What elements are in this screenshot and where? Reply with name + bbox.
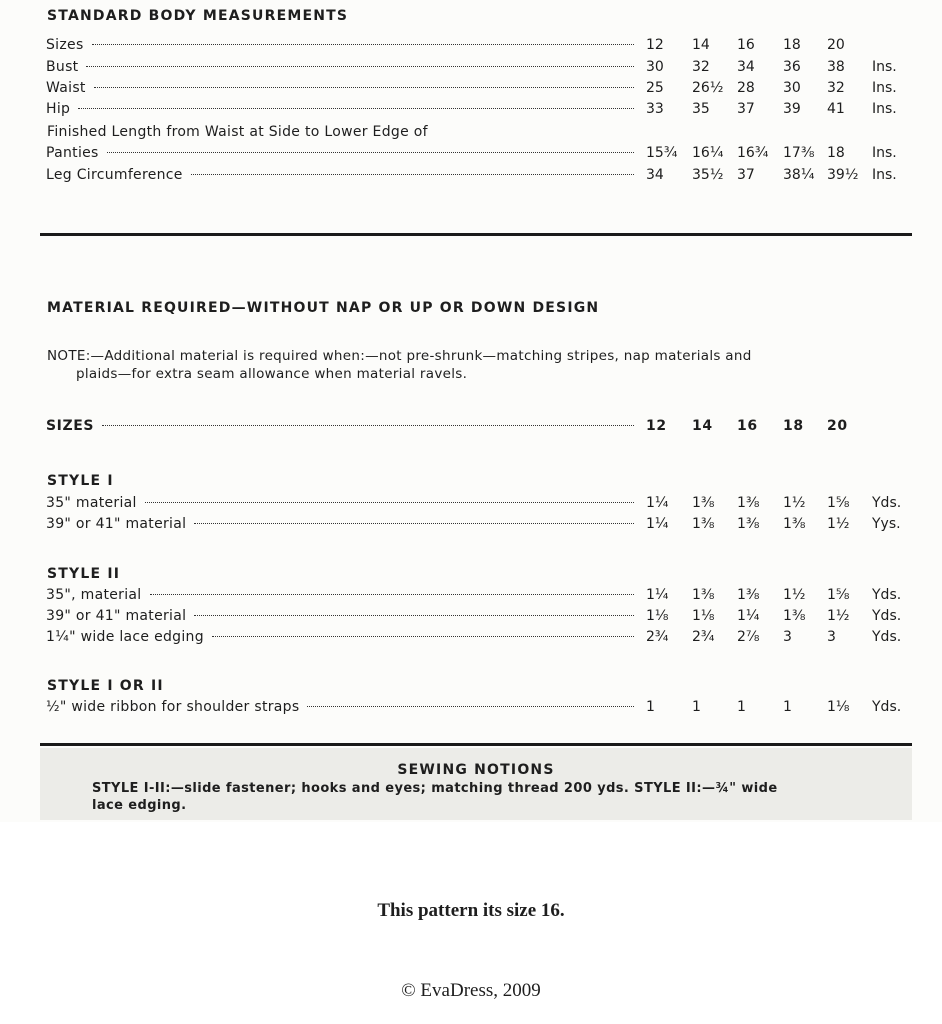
table-row xyxy=(0,59,942,81)
size-value: 1½ xyxy=(827,516,850,532)
size-value: 35 xyxy=(692,101,710,117)
size-value: 28 xyxy=(737,80,755,96)
size-value: 1¼ xyxy=(646,587,669,603)
size-value: 34 xyxy=(646,167,664,183)
dot-leader xyxy=(107,152,634,153)
size-value: 16 xyxy=(737,37,755,53)
unit-label: Yds. xyxy=(872,699,902,715)
size-value: 1 xyxy=(783,699,792,715)
size-value: 39 xyxy=(783,101,801,117)
dot-leader xyxy=(307,706,634,707)
dot-leader xyxy=(145,502,634,503)
unit-label: Yys. xyxy=(872,516,901,532)
size-value: 37 xyxy=(737,101,755,117)
size-value: 1⅝ xyxy=(827,587,850,603)
copyright-notice: © EvaDress, 2009 xyxy=(401,980,541,1001)
size-value: 1⅜ xyxy=(692,587,715,603)
size-value: 1⅜ xyxy=(692,516,715,532)
size-value: 30 xyxy=(783,80,801,96)
sewing-notions-text xyxy=(92,780,872,814)
dot-leader xyxy=(212,636,634,637)
size-value: 1⅛ xyxy=(827,699,850,715)
dot-leader xyxy=(92,44,634,45)
size-value: 34 xyxy=(737,59,755,75)
table-row xyxy=(0,516,942,538)
sizes-header-row xyxy=(0,418,942,440)
unit-label: Yds. xyxy=(872,495,902,511)
dot-leader xyxy=(86,66,634,67)
row-label: 35" material xyxy=(46,495,137,511)
size-value: 1⅜ xyxy=(783,516,806,532)
row-label: Bust xyxy=(46,59,79,75)
size-value: 1¼ xyxy=(737,608,760,624)
size-value: 16 xyxy=(737,418,758,434)
size-value: 25 xyxy=(646,80,664,96)
sewing-notions-line-1: STYLE I-II:—slide fastener; hooks and eyes; matching thread 200 yds. STYLE II:—¾" wide xyxy=(92,781,778,796)
size-value: 1⅛ xyxy=(692,608,715,624)
size-value: 16¼ xyxy=(692,145,724,161)
row-label: 1¼" wide lace edging xyxy=(46,629,204,645)
size-value: 18 xyxy=(827,145,845,161)
unit-label: Ins. xyxy=(872,101,897,117)
row-label: SIZES xyxy=(46,418,95,434)
dot-leader xyxy=(102,425,634,426)
body-measurements-title: STANDARD BODY MEASUREMENTS xyxy=(47,8,349,24)
size-value: 1 xyxy=(737,699,746,715)
size-value: 18 xyxy=(783,37,801,53)
size-value: 15¾ xyxy=(646,145,678,161)
pattern-size-caption: This pattern its size 16. xyxy=(377,900,565,921)
row-label: Leg Circumference xyxy=(46,167,183,183)
size-value: 2⅞ xyxy=(737,629,760,645)
size-value: 2¾ xyxy=(646,629,669,645)
size-value: 1⅜ xyxy=(737,516,760,532)
size-value: 1⅜ xyxy=(783,608,806,624)
size-value: 39½ xyxy=(827,167,859,183)
size-value: 12 xyxy=(646,418,667,434)
size-value: 20 xyxy=(827,37,845,53)
size-value: 20 xyxy=(827,418,848,434)
row-label: Sizes xyxy=(46,37,84,53)
unit-label: Ins. xyxy=(872,80,897,96)
material-note-line-2: plaids—for extra seam allowance when material ravels. xyxy=(76,366,468,382)
size-value: 38 xyxy=(827,59,845,75)
size-value: 14 xyxy=(692,418,713,434)
row-label: ½" wide ribbon for shoulder straps xyxy=(46,699,300,715)
table-row xyxy=(0,495,942,517)
size-value: 33 xyxy=(646,101,664,117)
finished-length-label: Finished Length from Waist at Side to Lower Edge of xyxy=(47,124,428,140)
size-value: 26½ xyxy=(692,80,724,96)
table-row xyxy=(0,608,942,630)
table-row xyxy=(0,80,942,102)
size-value: 12 xyxy=(646,37,664,53)
size-value: 36 xyxy=(783,59,801,75)
size-value: 35½ xyxy=(692,167,724,183)
size-value: 1 xyxy=(692,699,701,715)
table-row xyxy=(0,37,942,59)
unit-label: Yds. xyxy=(872,587,902,603)
notions-divider xyxy=(40,743,912,746)
size-value: 1½ xyxy=(827,608,850,624)
table-row xyxy=(0,145,942,167)
row-label: 39" or 41" material xyxy=(46,608,187,624)
size-value: 41 xyxy=(827,101,845,117)
size-value: 1⅜ xyxy=(737,587,760,603)
row-label: 39" or 41" material xyxy=(46,516,187,532)
row-label: Waist xyxy=(46,80,86,96)
table-row xyxy=(0,699,942,721)
size-value: 2¾ xyxy=(692,629,715,645)
table-row xyxy=(0,167,942,189)
size-value: 16¾ xyxy=(737,145,769,161)
table-row xyxy=(0,101,942,123)
style-1-or-2-title: STYLE I OR II xyxy=(47,678,164,694)
size-value: 14 xyxy=(692,37,710,53)
table-row xyxy=(0,629,942,651)
sewing-notions-title: SEWING NOTIONS xyxy=(397,762,555,778)
size-value: 1⅝ xyxy=(827,495,850,511)
size-value: 1¼ xyxy=(646,516,669,532)
size-value: 1½ xyxy=(783,495,806,511)
size-value: 17⅜ xyxy=(783,145,815,161)
table-row xyxy=(0,587,942,609)
size-value: 3 xyxy=(827,629,836,645)
unit-label: Yds. xyxy=(872,608,902,624)
size-value: 37 xyxy=(737,167,755,183)
size-value: 1¼ xyxy=(646,495,669,511)
dot-leader xyxy=(150,594,635,595)
row-label: Hip xyxy=(46,101,71,117)
size-value: 1⅜ xyxy=(737,495,760,511)
material-note-line-1: NOTE:—Additional material is required when:—not pre-shrunk—matching stripes, nap materials and xyxy=(47,348,752,364)
style-2-title: STYLE II xyxy=(47,566,121,582)
size-value: 30 xyxy=(646,59,664,75)
size-value: 32 xyxy=(827,80,845,96)
size-value: 1 xyxy=(646,699,655,715)
unit-label: Ins. xyxy=(872,59,897,75)
size-value: 1⅛ xyxy=(646,608,669,624)
dot-leader xyxy=(191,174,634,175)
size-value: 1⅜ xyxy=(692,495,715,511)
section-divider xyxy=(40,233,912,236)
dot-leader xyxy=(94,87,634,88)
style-1-title: STYLE I xyxy=(47,473,114,489)
size-value: 18 xyxy=(783,418,804,434)
size-value: 3 xyxy=(783,629,792,645)
material-required-title: MATERIAL REQUIRED—WITHOUT NAP OR UP OR DOWN DESIGN xyxy=(47,300,600,316)
unit-label: Ins. xyxy=(872,145,897,161)
unit-label: Ins. xyxy=(872,167,897,183)
sewing-notions-line-2: lace edging. xyxy=(92,798,187,813)
size-value: 32 xyxy=(692,59,710,75)
dot-leader xyxy=(194,523,634,524)
dot-leader xyxy=(78,108,634,109)
sewing-notions-box xyxy=(40,748,912,820)
size-value: 38¼ xyxy=(783,167,815,183)
row-label: Panties xyxy=(46,145,99,161)
unit-label: Yds. xyxy=(872,629,902,645)
size-value: 1½ xyxy=(783,587,806,603)
row-label: 35", material xyxy=(46,587,142,603)
dot-leader xyxy=(194,615,634,616)
